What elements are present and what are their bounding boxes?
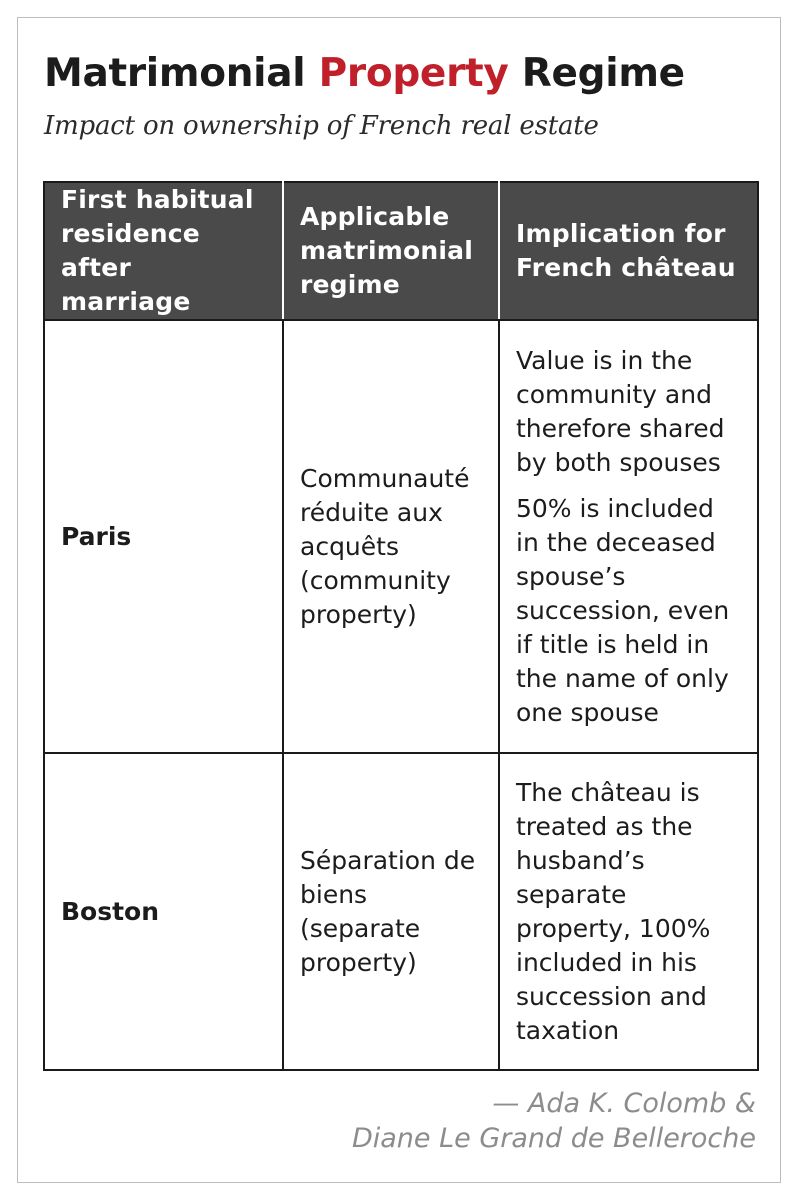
title-part-1: Matrimonial [44, 51, 319, 96]
implication-cell [499, 753, 758, 1070]
implication-paragraph: 50% is included in the deceased spouse’s succession, even if title is held in the name of only one spouse [516, 493, 730, 727]
residence-cell: Boston [44, 753, 283, 1070]
regime-cell [283, 320, 499, 753]
table-row-boston [44, 753, 758, 1070]
attribution-line-1: — Ada K. Colomb & [492, 1088, 756, 1119]
column-header-regime: Applicable matrimonial regime [283, 182, 499, 320]
column-header-implication: Implication for French château [499, 182, 758, 320]
page-title [44, 46, 685, 102]
attribution-line-2: Diane Le Grand de Belleroche [351, 1123, 756, 1154]
page-subtitle: Impact on ownership of French real estate [44, 111, 599, 141]
title-accent-word: Property [318, 51, 509, 96]
implication-paragraph: Value is in the community and therefore shared by both spouses [516, 345, 725, 477]
table-header-row [44, 182, 758, 320]
attribution [352, 1086, 756, 1156]
regime-text: Séparation de biens (separate property) [300, 845, 476, 977]
regime-table [43, 181, 759, 1071]
regime-text: Communauté réduite aux acquêts (community property) [300, 463, 470, 629]
regime-cell [283, 753, 499, 1070]
implication-paragraph: The château is treated as the husband’s separate property, 100% included in his succession and taxation [516, 777, 711, 1045]
column-header-residence: First habitual residence after marriage [44, 182, 283, 320]
residence-cell: Paris [44, 320, 283, 753]
implication-cell [499, 320, 758, 753]
table-row-paris [44, 320, 758, 753]
title-part-2: Regime [508, 51, 685, 96]
